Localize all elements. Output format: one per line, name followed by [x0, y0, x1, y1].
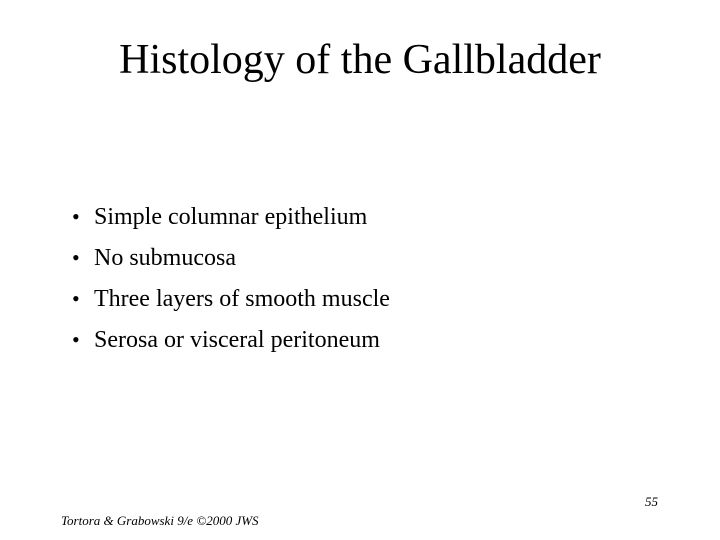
- bullet-item: [72, 319, 390, 360]
- bullet-text: Serosa or visceral peritoneum: [94, 327, 380, 353]
- bullet-icon: •: [72, 204, 80, 229]
- bullet-text: Simple columnar epithelium: [94, 204, 368, 230]
- bullet-icon: •: [72, 286, 80, 311]
- slide-title: Histology of the Gallbladder: [119, 37, 601, 83]
- footer-citation: Tortora & Grabowski 9/e ©2000 JWS: [61, 513, 259, 528]
- bullet-icon: •: [72, 327, 80, 352]
- bullet-list: [72, 196, 390, 360]
- bullet-text: Three layers of smooth muscle: [94, 286, 390, 312]
- bullet-item: [72, 278, 390, 319]
- bullet-item: [72, 196, 390, 237]
- bullet-text: No submucosa: [94, 245, 236, 271]
- bullet-item: [72, 237, 390, 278]
- bullet-icon: •: [72, 245, 80, 270]
- page-number: 55: [645, 494, 658, 509]
